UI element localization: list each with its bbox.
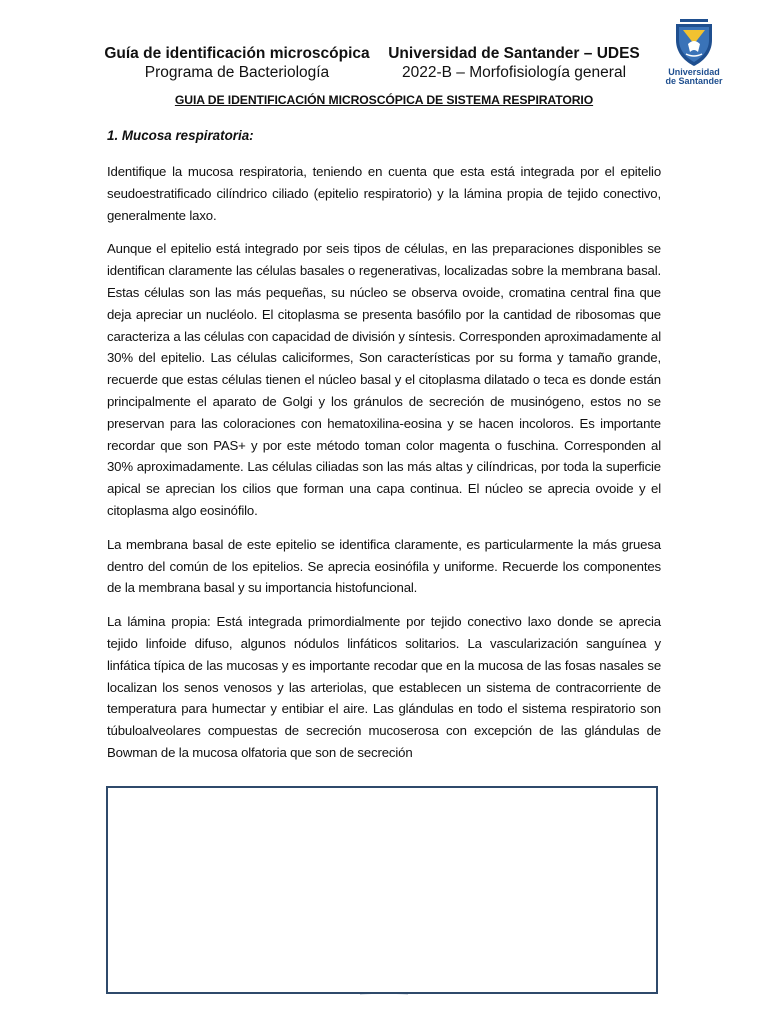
document-title: GUIA DE IDENTIFICACIÓN MICROSCÓPICA DE SISTEMA RESPIRATORIO	[174, 93, 594, 107]
document-body	[107, 161, 661, 776]
university-name: Universidad de Santander – UDES	[388, 45, 640, 62]
udes-shield-logo-icon	[662, 18, 726, 68]
course-name: 2022-B – Morfofisiología general	[401, 64, 627, 81]
paragraph: Aunque el epitelio está integrado por seis tipos de células, en las preparaciones disponibles se identifican claramente las células basales o regenerativas, localizadas sobre la membrana basal. Estas células son las más pequeñas, su núcleo se observa ovoide, cromatina central fina que deja apreciar un nucléolo. El citoplasma se presenta basófilo por la cantidad de ribosomas que caracteriza a las células con capacidad de división y síntesis. Corresponden aproximadamente al 30% del epitelio. Las células caliciformes, Son características por su forma y tamaño grande, recuerde que estas células tienen el núcleo basal y el citoplasma dilatado o teca es donde están principalmente el aparato de Golgi y los gránulos de secreción de musinógeno, estos no se preservan para las coloraciones con hematoxilina-eosina y se hacen incoloros. Es importante recordar que son PAS+ y por este método toman color magenta o fuschina. Corresponden al 30% aproximadamente. Las células ciliadas son las más altas y cilíndricas, por toda la superficie apical se aprecian los cilios que forman una capa continua. El núcleo se aprecia ovoide y el citoplasma algo eosinófilo.	[107, 241, 661, 518]
logo-line-1: Universidad	[668, 67, 720, 77]
guide-title: Guía de identificación microscópica	[104, 45, 370, 62]
section-heading: 1. Mucosa respiratoria:	[107, 128, 254, 143]
paragraph: Identifique la mucosa respiratoria, teniendo en cuenta que esta está integrada por el epitelio seudoestratificado cilíndrico ciliado (epitelio respiratorio) y la lámina propia de tejido conectivo, generalmente laxo.	[107, 164, 661, 223]
figure-frame	[106, 786, 658, 994]
program-name: Programa de Bacteriología	[144, 64, 330, 81]
page-curl-divider	[360, 992, 408, 998]
university-logo	[662, 18, 726, 98]
header-right	[388, 44, 640, 82]
paragraph: La lámina propia: Está integrada primordialmente por tejido conectivo laxo donde se aprecia tejido linfoide difuso, algunos nódulos linfáticos solitarios. La vascularización sanguínea y linfática típica de las mucosas y es importante recodar que en la mucosa de las fosas nasales se localizan los senos venosos y las arteriolas, que establecen un sistema de contracorriente de temperatura para humectar y entibiar el aire. Las glándulas en todo el sistema respiratorio son túbuloalveolares compuestas de secreción mucoserosa con excepción de las glándulas de Bowman de la mucosa olfatoria que son de secreción	[107, 614, 661, 760]
paragraph: La membrana basal de este epitelio se identifica claramente, es particularmente la más gruesa dentro del común de los epitelios. Se aprecia eosinófila y uniforme. Recuerde los componentes de la membrana basal y su importancia histofuncional.	[107, 536, 661, 596]
logo-line-2: de Santander	[665, 76, 723, 86]
header-left	[102, 44, 372, 82]
